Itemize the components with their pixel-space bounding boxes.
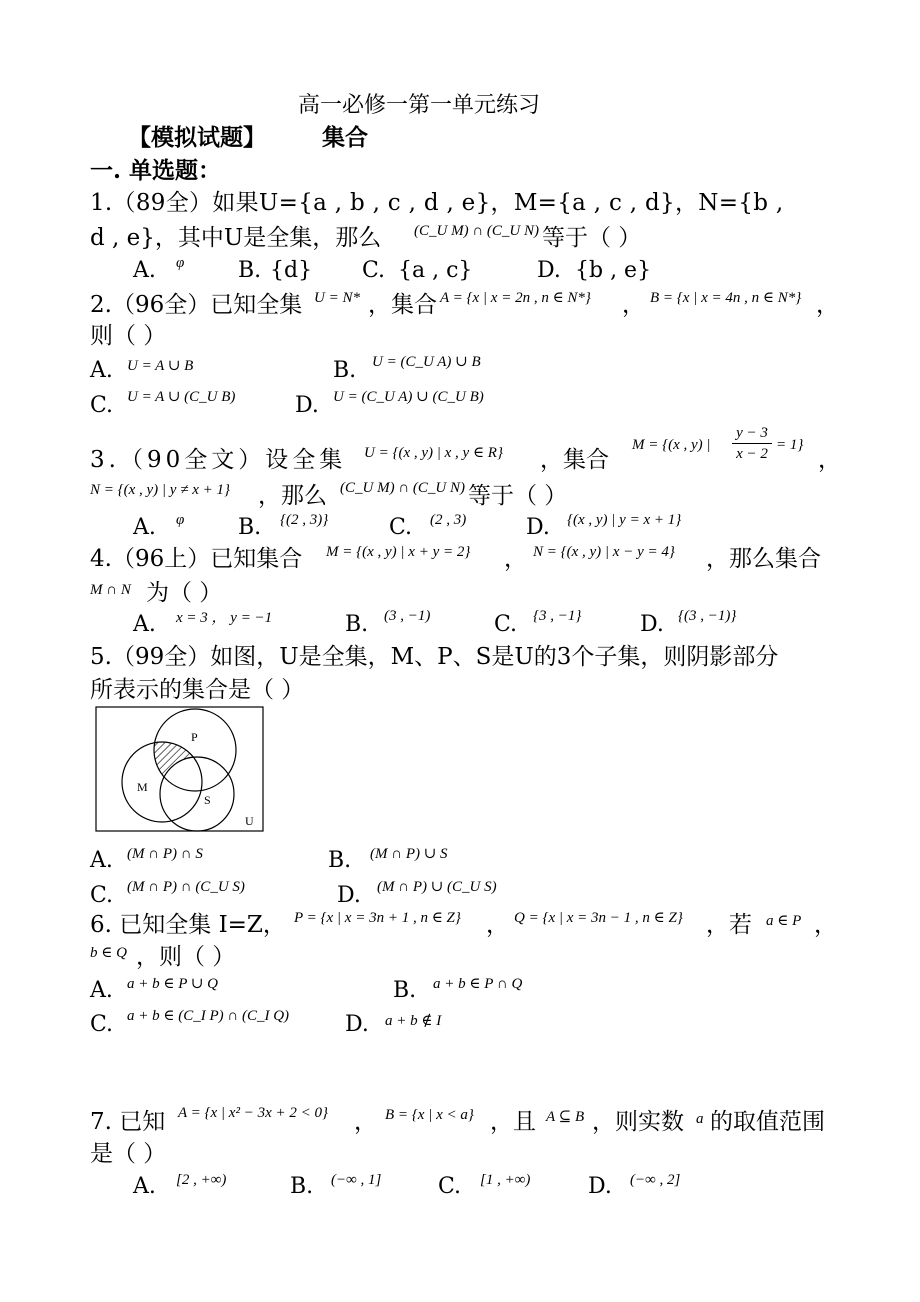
q2-option-b-value: U = (C_U A) ∪ B xyxy=(372,354,481,370)
q2-sep: ， xyxy=(622,292,645,318)
q3-end: ， xyxy=(818,447,841,473)
q3-text: 3.（90全文）设全集 xyxy=(90,447,347,473)
q7-option-c-label: C. xyxy=(438,1174,462,1199)
q4-math-intersection: M ∩ N xyxy=(90,582,131,598)
venn-diagram xyxy=(95,706,265,834)
q3-math-expression: (C_U M) ∩ (C_U N) xyxy=(340,480,465,496)
q2-line2: 则（ ） xyxy=(90,323,167,349)
q7-text-mid: ，且 xyxy=(490,1109,536,1135)
section-topic: 集合 xyxy=(322,124,368,151)
q6-option-c-label: C. xyxy=(90,1012,114,1037)
q1-line2-text: d , e}，其中U是全集，那么 xyxy=(90,225,382,251)
q7-sep: ， xyxy=(354,1109,377,1135)
venn-label-u: U xyxy=(245,814,254,828)
q2-option-c-value: U = A ∪ (C_U B) xyxy=(127,389,236,405)
q6-math-set-p: P = {x | x = 3n + 1 , n ∈ Z} xyxy=(294,910,461,926)
q3-fraction-bar xyxy=(732,443,772,444)
q5-line2: 所表示的集合是（ ） xyxy=(90,677,305,703)
q3-option-d-label: D. xyxy=(526,515,550,540)
q7-option-a-value: [2 , +∞) xyxy=(176,1172,227,1188)
q3-option-b-label: B. xyxy=(238,515,262,540)
q1-option-d-label: D. xyxy=(537,258,561,283)
q6-end: ， xyxy=(814,912,837,938)
venn-label-m: M xyxy=(137,780,148,794)
q4-math-set-m: M = {(x , y) | x + y = 2} xyxy=(326,544,471,560)
q5-option-d-label: D. xyxy=(337,883,361,908)
q5-option-a-label: A. xyxy=(90,848,113,873)
q1-option-b-label: B. xyxy=(238,258,262,283)
section-label: 【模拟试题】 xyxy=(128,124,266,151)
q3-option-a-label: A. xyxy=(133,515,156,540)
q1-line1: 1.（89全）如果U={a , b , c , d , e}，M={a , c , d}，N={b , xyxy=(90,190,784,216)
q2-option-b-label: B. xyxy=(333,358,357,383)
q2-option-d-label: D. xyxy=(295,393,319,418)
venn-label-s: S xyxy=(204,793,211,807)
q2-option-a-label: A. xyxy=(90,358,113,383)
q3-math-universe: U = {(x , y) | x , y ∈ R} xyxy=(364,445,503,461)
q5-line1: 5.（99全）如图，U是全集，M、P、S是U的3个子集，则阴影部分 xyxy=(90,644,779,670)
q5-option-c-value: (M ∩ P) ∩ (C_U S) xyxy=(127,879,245,895)
q4-text-post: ，那么集合 xyxy=(706,546,821,572)
q7-option-a-label: A. xyxy=(133,1174,156,1199)
q4-option-a-label: A. xyxy=(133,612,156,637)
q3-fraction-numerator: y − 3 xyxy=(736,425,768,441)
q1-option-b-value: {d} xyxy=(270,258,313,283)
page-title: 高一必修一第一单元练习 xyxy=(298,93,541,118)
q4-option-b-label: B. xyxy=(345,612,369,637)
q4-option-a-value: x = 3 ， y = −1 xyxy=(176,610,273,626)
q4-sep: ， xyxy=(504,546,527,572)
q2-math-universe: U = N* xyxy=(314,290,360,306)
q6-line2-end: ，则（ ） xyxy=(136,944,236,970)
q4-text: 4.（96上）已知集合 xyxy=(90,546,303,572)
q3-option-a-value: φ xyxy=(176,512,185,528)
q4-option-d-label: D. xyxy=(640,612,664,637)
q5-option-b-value: (M ∩ P) ∪ S xyxy=(370,846,448,862)
q7-text-post2: 的取值范围 xyxy=(710,1109,825,1135)
q3-option-c-label: C. xyxy=(389,515,413,540)
q4-math-set-n: N = {(x , y) | x − y = 4} xyxy=(533,544,675,560)
q6-math-a-in-p: a ∈ P xyxy=(766,913,802,929)
q6-option-b-value: a + b ∈ P ∩ Q xyxy=(433,976,523,992)
q7-option-d-label: D. xyxy=(588,1174,612,1199)
q1-option-a-value: φ xyxy=(176,255,185,271)
q4-option-c-value: {3 , −1} xyxy=(533,608,582,624)
q4-option-c-label: C. xyxy=(494,612,518,637)
q6-text-post: ，若 xyxy=(706,912,752,938)
q4-line2-end: 为（ ） xyxy=(146,580,223,606)
q4-option-d-value: {(3 , −1)} xyxy=(678,608,737,624)
q6-sep: ， xyxy=(486,912,509,938)
q2-option-d-value: U = (C_U A) ∪ (C_U B) xyxy=(333,389,484,405)
q1-option-a-label: A. xyxy=(133,258,156,283)
q6-option-b-label: B. xyxy=(393,978,417,1003)
q1-option-c-value: {a , c} xyxy=(398,258,473,283)
q7-text-post1: ，则实数 xyxy=(592,1109,684,1135)
q3-option-c-value: (2 , 3) xyxy=(430,512,467,528)
q1-option-d-value: {b , e} xyxy=(575,258,652,283)
q3-math-set-m-end: = 1} xyxy=(776,437,804,453)
q7-math-subset: A ⊆ B xyxy=(546,1109,585,1125)
q1-line2-end: 等于（ ） xyxy=(542,225,642,251)
q7-option-d-value: (−∞ , 2] xyxy=(630,1172,681,1188)
q1-option-c-label: C. xyxy=(362,258,386,283)
q6-option-d-label: D. xyxy=(345,1012,369,1037)
q2-end: ， xyxy=(816,292,839,318)
q6-option-c-value: a + b ∈ (C_I P) ∩ (C_I Q) xyxy=(127,1008,290,1024)
q6-math-b-in-q: b ∈ Q xyxy=(90,945,127,961)
q3-math-set-m: M = {(x , y) | xyxy=(632,437,711,453)
q7-math-set-a: A = {x | x² − 3x + 2 < 0} xyxy=(178,1105,328,1121)
q5-option-b-label: B. xyxy=(328,848,352,873)
q3-line2-mid: ，那么 xyxy=(258,483,327,509)
q7-line2: 是（ ） xyxy=(90,1141,167,1167)
q3-math-set-n: N = {(x , y) | y ≠ x + 1} xyxy=(90,482,230,498)
q6-math-set-q: Q = {x | x = 3n − 1 , n ∈ Z} xyxy=(514,910,683,926)
q1-math: (C_U M) ∩ (C_U N) xyxy=(414,223,539,239)
q2-text: 2.（96全）已知全集 xyxy=(90,292,303,318)
q7-text: 7. 已知 xyxy=(90,1109,166,1135)
q6-option-a-label: A. xyxy=(90,978,113,1003)
q4-option-b-value: (3 , −1) xyxy=(384,608,431,624)
q5-option-d-value: (M ∩ P) ∪ (C_U S) xyxy=(377,879,497,895)
q7-math-a: a xyxy=(696,1111,704,1127)
q6-option-a-value: a + b ∈ P ∪ Q xyxy=(127,976,219,992)
q3-line2-end: 等于（ ） xyxy=(468,483,568,509)
q2-math-set-a: A = {x | x = 2n , n ∈ N*} xyxy=(440,290,591,306)
q2-option-c-label: C. xyxy=(90,393,114,418)
q7-option-b-label: B. xyxy=(290,1174,314,1199)
venn-label-p: P xyxy=(191,730,198,744)
q3-fraction-denominator: x − 2 xyxy=(736,446,768,462)
q3-option-b-value: {(2 , 3)} xyxy=(280,512,329,528)
q7-math-set-b: B = {x | x < a} xyxy=(385,1107,474,1123)
q2-option-a-value: U = A ∪ B xyxy=(127,358,194,374)
q3-text-mid: ，集合 xyxy=(540,447,609,473)
q7-option-c-value: [1 , +∞) xyxy=(480,1172,531,1188)
q5-option-c-label: C. xyxy=(90,883,114,908)
q6-text: 6. 已知全集 I=Z， xyxy=(90,912,286,938)
q7-option-b-value: (−∞ , 1] xyxy=(331,1172,382,1188)
q2-math-set-b: B = {x | x = 4n , n ∈ N*} xyxy=(650,290,802,306)
q5-option-a-value: (M ∩ P) ∩ S xyxy=(127,846,203,862)
q6-option-d-value: a + b ∉ I xyxy=(385,1013,442,1029)
q3-option-d-value: {(x , y) | y = x + 1} xyxy=(567,512,682,528)
q2-text-mid: ，集合 xyxy=(368,292,437,318)
part-heading: 一. 单选题： xyxy=(90,157,222,184)
